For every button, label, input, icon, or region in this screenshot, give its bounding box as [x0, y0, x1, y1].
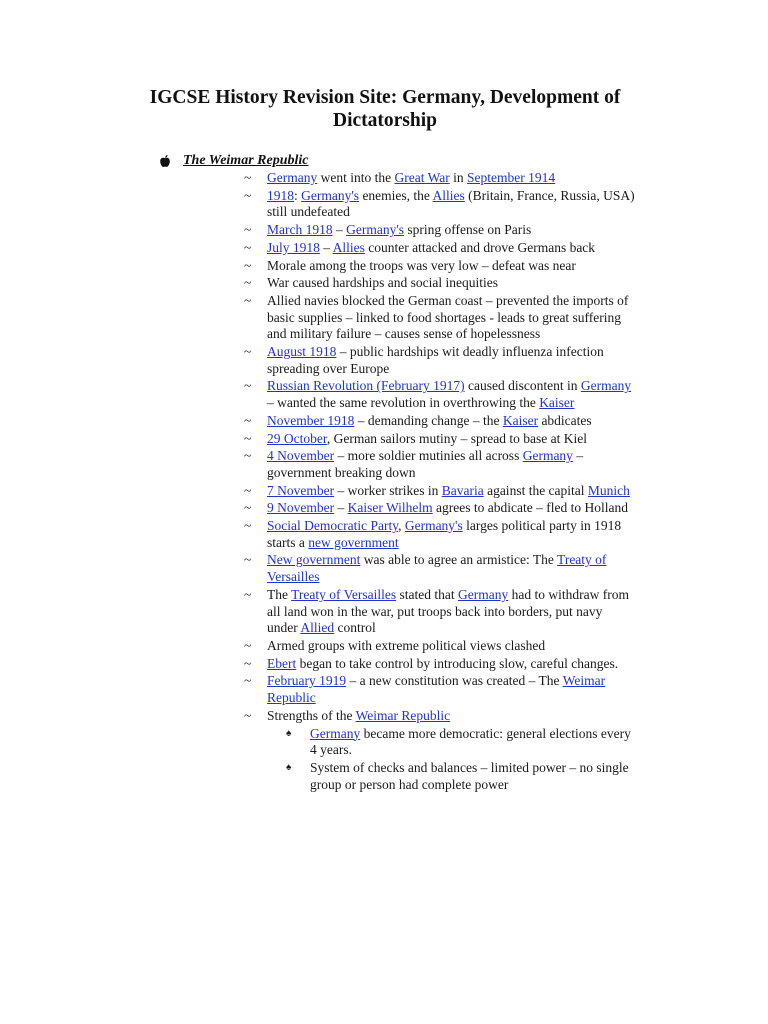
list-item [244, 448, 644, 481]
link[interactable]: Germany [580, 378, 632, 394]
spade-icon: ♠ [286, 727, 292, 739]
list-item [244, 413, 644, 430]
text-run: Allied navies blocked the German coast – prevented the imports of basic supplies – linked to food shortages - leads to great suffering and military failure – causes sense of hopelessness [267, 292, 629, 342]
link[interactable]: Russian Revolution (February 1917) [267, 378, 465, 394]
tilde-bullet: ~ [244, 222, 252, 238]
tilde-bullet: ~ [244, 448, 252, 464]
text-run: – demanding change – the [354, 412, 503, 428]
text-run: – [319, 239, 333, 255]
link[interactable]: Kaiser [502, 412, 539, 428]
text-run: spring offense on Paris [404, 222, 532, 238]
text-run: Armed groups with extreme political views clashed [267, 637, 546, 653]
text-run: enemies, the [359, 187, 433, 203]
link[interactable]: Social Democratic Party [267, 518, 399, 534]
sub-list-item-text [310, 726, 636, 759]
text-run: against the capital [483, 482, 588, 498]
list-item-text [267, 275, 635, 292]
tilde-bullet: ~ [244, 673, 252, 689]
text-run: – more soldier mutinies all across [334, 448, 523, 464]
page-title: IGCSE History Revision Site: Germany, Development of Dictatorship [149, 87, 621, 131]
list-item-text [267, 413, 635, 430]
sub-list-item-text [310, 760, 636, 793]
text-run: had to withdraw from all land won in the war, put troops back into borders, put navy under [267, 586, 629, 636]
link[interactable]: 9 November [267, 500, 335, 516]
list-item-text [267, 656, 635, 673]
link[interactable]: Germany's [301, 187, 360, 203]
list-item-text [267, 518, 635, 551]
text-run: control [334, 620, 376, 636]
text-run: larges political party in 1918 starts a [267, 518, 622, 550]
apple-icon [158, 154, 172, 168]
link[interactable]: November 1918 [267, 412, 355, 428]
list-item [244, 170, 644, 187]
list-item-text [267, 240, 635, 257]
list-item [244, 378, 644, 411]
tilde-bullet: ~ [244, 586, 252, 602]
list-item [244, 240, 644, 257]
list-item [244, 673, 644, 706]
link[interactable]: Germany [310, 725, 361, 741]
text-run: Strengths of the [267, 707, 356, 723]
tilde-bullet: ~ [244, 275, 252, 291]
list-item [244, 483, 644, 500]
list-item [244, 222, 644, 239]
link[interactable]: September 1914 [467, 170, 556, 185]
list-item-text [267, 448, 635, 481]
link[interactable]: Germany [522, 448, 573, 464]
list-item [244, 656, 644, 673]
link[interactable]: Germany's [346, 222, 405, 238]
list-item-text [267, 378, 635, 411]
text-run: agrees to abdicate – fled to Holland [432, 500, 628, 516]
sub-list-item [286, 726, 644, 759]
link[interactable]: July 1918 [267, 239, 320, 255]
text-run: stated that [396, 586, 458, 602]
list-item [244, 587, 644, 637]
text-run: War caused hardships and social inequities [267, 275, 498, 291]
list-item [244, 258, 644, 275]
tilde-bullet: ~ [244, 257, 252, 273]
text-run: – [334, 500, 348, 516]
text-run: – worker strikes in [334, 482, 442, 498]
link[interactable]: 4 November [267, 448, 335, 464]
text-run: The [267, 586, 292, 602]
list-item [244, 500, 644, 517]
text-run: , German sailors mutiny – spread to base at Kiel [326, 430, 588, 446]
list-item-text [267, 500, 635, 517]
text-run: was able to agree an armistice: The [360, 552, 558, 568]
link[interactable]: 29 October [267, 430, 327, 446]
tilde-bullet: ~ [244, 482, 252, 498]
list-item-text [267, 673, 635, 706]
tilde-bullet: ~ [244, 170, 252, 185]
spade-icon: ♠ [286, 761, 292, 773]
section-title: The Weimar Republic [183, 153, 309, 168]
list-item-text [267, 293, 635, 343]
link[interactable]: March 1918 [267, 222, 333, 238]
tilde-bullet: ~ [244, 239, 252, 255]
tilde-bullet: ~ [244, 378, 252, 394]
text-run: : [294, 187, 302, 203]
text-run: – [332, 222, 347, 238]
link[interactable]: February 1919 [267, 673, 347, 689]
list-item [244, 293, 644, 343]
tilde-bullet: ~ [244, 707, 252, 723]
link[interactable]: Germany [457, 586, 509, 602]
list-item [244, 188, 644, 221]
link[interactable]: Weimar Republic [355, 707, 451, 723]
list-item [244, 431, 644, 448]
list-item-text [267, 170, 635, 187]
text-run: caused discontent in [464, 378, 581, 394]
text-run: – wanted the same revolution in overthrowing the [267, 395, 540, 411]
link[interactable]: Allied [300, 620, 335, 636]
link[interactable]: Treaty of Versailles [291, 586, 397, 602]
link[interactable]: new government [308, 534, 399, 550]
link[interactable]: 1918 [267, 187, 294, 203]
tilde-bullet: ~ [244, 187, 252, 203]
text-run: went into the [317, 170, 395, 185]
link[interactable]: Germany [267, 170, 318, 185]
link[interactable]: Allies [432, 187, 465, 203]
text-run: became more democratic: general elections every 4 years. [310, 725, 631, 758]
list-item [244, 552, 644, 585]
list-item-text [267, 431, 635, 448]
text-run: – public hardships wit deadly influenza infection spreading over Europe [267, 344, 604, 376]
list-item-text [267, 222, 635, 239]
tilde-bullet: ~ [244, 412, 252, 428]
text-run: began to take control by introducing slow, careful changes. [296, 655, 619, 671]
tilde-bullet: ~ [244, 655, 252, 671]
list-item [244, 638, 644, 655]
list-item-text [267, 552, 635, 585]
text-run: (Britain, France, Russia, USA) still undefeated [267, 187, 635, 220]
list-item [244, 708, 644, 725]
text-run: abdicates [538, 412, 592, 428]
tilde-bullet: ~ [244, 518, 252, 534]
text-run: System of checks and balances – limited power – no single group or person had complete power [310, 759, 629, 792]
link[interactable]: Great War [394, 170, 450, 185]
sub-list-item [286, 760, 644, 793]
bullet-list [244, 170, 644, 794]
link[interactable]: Kaiser Wilhelm [347, 500, 433, 516]
link[interactable]: Kaiser [539, 395, 575, 411]
text-run: , [398, 518, 405, 534]
tilde-bullet: ~ [244, 430, 252, 446]
list-item [244, 275, 644, 292]
tilde-bullet: ~ [244, 552, 252, 568]
link[interactable]: Munich [587, 482, 630, 498]
text-run: counter attacked and drove Germans back [364, 239, 596, 255]
text-run: – a new constitution was created – The [346, 673, 563, 689]
list-item-text [267, 638, 635, 655]
link[interactable]: Germany's [404, 518, 463, 534]
list-item-text [267, 344, 635, 377]
link[interactable]: Allies [332, 239, 365, 255]
list-item-text [267, 587, 635, 637]
link[interactable]: August 1918 [267, 344, 337, 360]
list-item-text [267, 483, 635, 500]
link[interactable]: Weimar Republic [267, 673, 606, 706]
link[interactable]: New government [267, 552, 361, 568]
tilde-bullet: ~ [244, 500, 252, 516]
text-run: – government breaking down [267, 448, 584, 480]
list-item [244, 344, 644, 377]
text-run: Morale among the troops was very low – defeat was near [267, 257, 576, 273]
link[interactable]: 7 November [267, 482, 335, 498]
text-run: in [449, 170, 468, 185]
list-item-text [267, 188, 635, 221]
tilde-bullet: ~ [244, 344, 252, 360]
link[interactable]: Bavaria [441, 482, 484, 498]
list-item [244, 518, 644, 551]
list-item-text [267, 708, 635, 725]
link[interactable]: Treaty of Versailles [267, 552, 607, 585]
link[interactable]: Ebert [267, 655, 297, 671]
tilde-bullet: ~ [244, 637, 252, 653]
tilde-bullet: ~ [244, 292, 252, 308]
list-item-text [267, 258, 635, 275]
